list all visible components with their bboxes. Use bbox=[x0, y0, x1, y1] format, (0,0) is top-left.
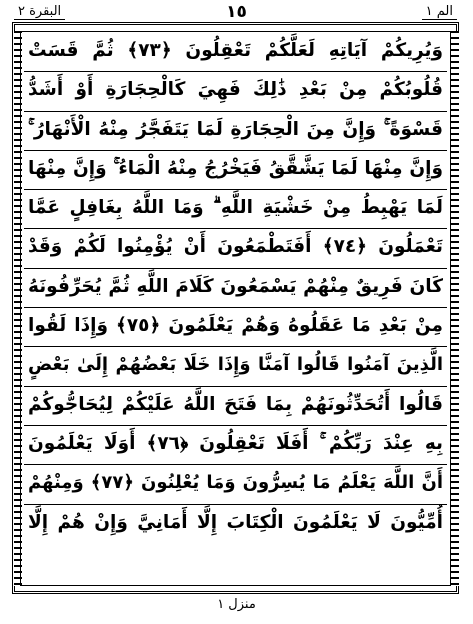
text-line: أُمِّيُّونَ لَا يَعْلَمُونَ الْكِتَابَ إِلَّا أَمَانِيَّ وَإِنْ هُمْ إِلَّا bbox=[28, 511, 443, 533]
text-line: لَمَا يَهْبِطُ مِنْ خَشْيَةِ اللَّهِ ۗ وَمَا اللَّهُ بِغَافِلٍ عَمَّا bbox=[24, 190, 447, 229]
juz-label: الم ١ bbox=[422, 4, 457, 20]
page-number: ١٥ bbox=[226, 2, 247, 22]
text-line: مِنْ بَعْدِ مَا عَقَلُوهُ وَهُمْ يَعْلَمُونَ ﴿٧٥﴾ وَإِذَا لَقُوا bbox=[24, 308, 447, 347]
surah-name-label: البقرة ٢ bbox=[14, 4, 65, 20]
text-line: قَسْوَةً ۚ وَإِنَّ مِنَ الْحِجَارَةِ لَمَا يَتَفَجَّرُ مِنْهُ الْأَنْهَارُ ۚ bbox=[24, 112, 447, 151]
text-line: الَّذِينَ آمَنُوا قَالُوا آمَنَّا وَإِذَا خَلَا بَعْضُهُمْ إِلَىٰ بَعْضٍ bbox=[24, 347, 447, 386]
text-line: بِهِ عِنْدَ رَبِّكُمْ ۚ أَفَلَا تَعْقِلُونَ ﴿٧٦﴾ أَوَلَا يَعْلَمُونَ bbox=[24, 426, 447, 465]
text-line: أَنَّ اللَّهَ يَعْلَمُ مَا يُسِرُّونَ وَمَا يُعْلِنُونَ ﴿٧٧﴾ وَمِنْهُمْ bbox=[24, 465, 447, 504]
text-line: كَانَ فَرِيقٌ مِنْهُمْ يَسْمَعُونَ كَلَامَ اللَّهِ ثُمَّ يُحَرِّفُونَهُ bbox=[24, 269, 447, 308]
text-line: قَالُوا أَتُحَدِّثُونَهُمْ بِمَا فَتَحَ اللَّهُ عَلَيْكُمْ لِيُحَاجُّوكُمْ bbox=[24, 387, 447, 426]
manzil-label: منزل ١ bbox=[217, 597, 256, 612]
text-line: قُلُوبُكُمْ مِنْ بَعْدِ ذَٰلِكَ فَهِيَ كَالْحِجَارَةِ أَوْ أَشَدُّ bbox=[24, 72, 447, 111]
right-ornament-border bbox=[451, 31, 459, 586]
text-line: وَيُرِيكُمْ آيَاتِهِ لَعَلَّكُمْ تَعْقِلُونَ ﴿٧٣﴾ ثُمَّ قَسَتْ bbox=[24, 33, 447, 72]
verse-text-block bbox=[24, 33, 447, 584]
text-line: وَإِنَّ مِنْهَا لَمَا يَشَّقَّقُ فَيَخْرُجُ مِنْهُ الْمَاءُ ۚ وَإِنَّ مِنْهَا bbox=[24, 151, 447, 190]
text-line: تَعْمَلُونَ ﴿٧٤﴾ أَفَتَطْمَعُونَ أَنْ يُؤْمِنُوا لَكُمْ وَقَدْ bbox=[24, 229, 447, 268]
